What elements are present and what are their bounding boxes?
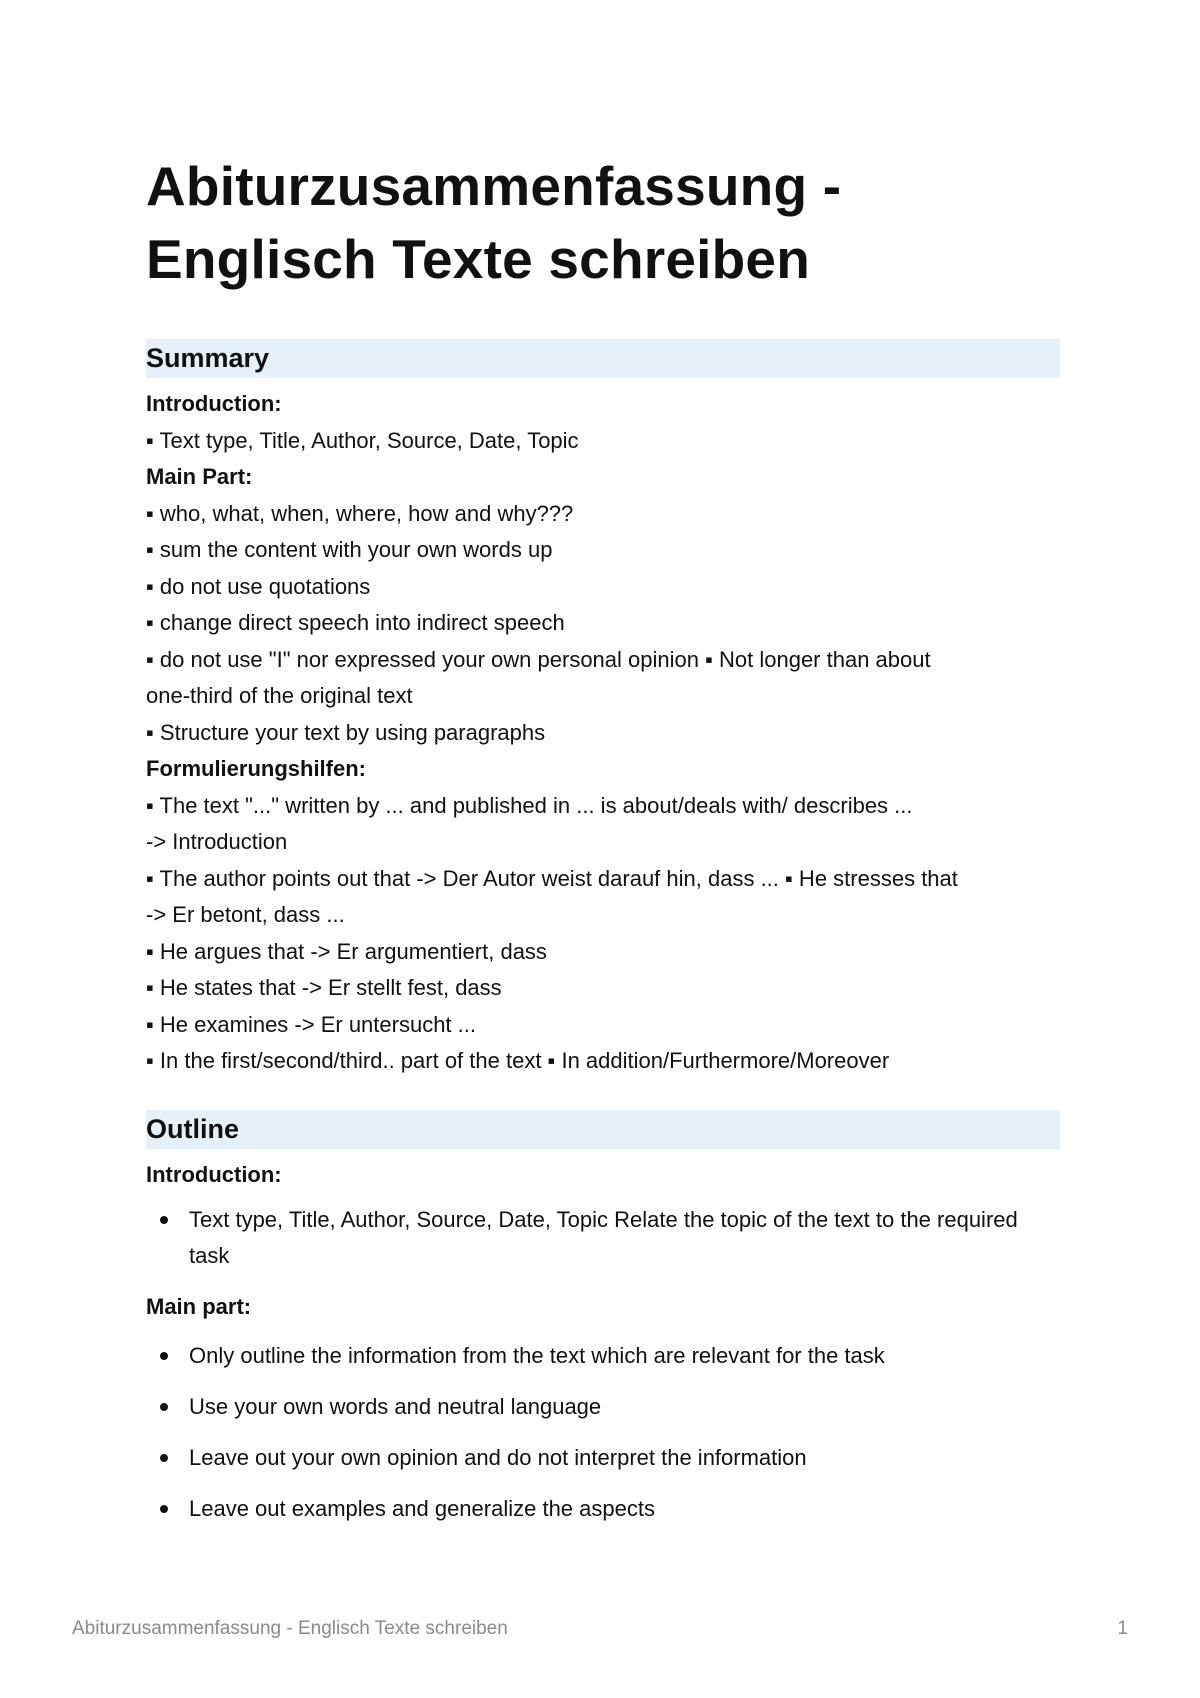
list-item-text: Only outline the information from the text which are relevant for the task — [189, 1342, 885, 1368]
list-item — [146, 1440, 1060, 1476]
summary-line: ▪ He argues that -> Er argumentiert, dass — [146, 938, 547, 964]
summary-heading: Summary — [146, 339, 1060, 378]
outline-main-list — [146, 1338, 1060, 1527]
summary-line: ▪ change direct speech into indirect speech — [146, 610, 565, 635]
summary-line: ▪ The author points out that -> Der Autor weist darauf hin, dass ... ▪ He stresses that — [146, 865, 958, 891]
list-item — [146, 1202, 1060, 1274]
summary-line: ▪ who, what, when, where, how and why??? — [146, 500, 574, 526]
page-number: 1 — [1117, 1618, 1128, 1639]
list-item — [146, 1389, 1060, 1425]
summary-line: ▪ In the first/second/third.. part of the text ▪ In addition/Furthermore/Moreover — [146, 1048, 890, 1073]
summary-line: ▪ The text "..." written by ... and published in ... is about/deals with/ describes ... — [146, 792, 913, 818]
list-item — [146, 1491, 1060, 1527]
outline-intro-list — [146, 1202, 1060, 1274]
summary-subheading: Formulierungshilfen: — [146, 756, 366, 781]
bullet-icon — [160, 1505, 168, 1513]
bullet-icon — [160, 1454, 168, 1462]
page-footer — [72, 1618, 1128, 1640]
summary-line: ▪ Structure your text by using paragraphs — [146, 719, 546, 745]
list-item-text: Leave out your own opinion and do not interpret the information — [189, 1444, 807, 1470]
summary-line: ▪ sum the content with your own words up — [146, 537, 553, 562]
list-item — [146, 1338, 1060, 1374]
page-content — [146, 150, 1060, 1542]
summary-line: ▪ He states that -> Er stellt fest, dass — [146, 975, 502, 1000]
summary-line: ▪ do not use "I" nor expressed your own personal opinion ▪ Not longer than about — [146, 646, 931, 672]
summary-subheading: Introduction: — [146, 391, 282, 416]
summary-line: -> Introduction — [146, 829, 288, 854]
document-title — [146, 150, 1060, 296]
title-line-1: Abiturzusammenfassung - — [146, 155, 842, 217]
summary-line: -> Er betont, dass ... — [146, 902, 345, 927]
summary-subheading: Main Part: — [146, 464, 253, 489]
summary-body — [146, 386, 1060, 1080]
list-item-text: Text type, Title, Author, Source, Date, Topic Relate the topic of the text to the required task — [189, 1206, 1018, 1268]
summary-line: ▪ Text type, Title, Author, Source, Date, Topic — [146, 427, 579, 453]
title-line-2: Englisch Texte schreiben — [146, 228, 810, 290]
outline-main-label: Main part: — [146, 1293, 252, 1319]
summary-line: ▪ do not use quotations — [146, 573, 371, 599]
summary-line: ▪ He examines -> Er untersucht ... — [146, 1011, 476, 1037]
bullet-icon — [160, 1216, 168, 1224]
outline-intro-label: Introduction: — [146, 1161, 282, 1187]
bullet-icon — [160, 1403, 168, 1411]
bullet-icon — [160, 1352, 168, 1360]
summary-line: one-third of the original text — [146, 683, 413, 708]
list-item-text: Leave out examples and generalize the aspects — [189, 1495, 655, 1521]
footer-title: Abiturzusammenfassung - Englisch Texte schreiben — [72, 1618, 508, 1639]
list-item-text: Use your own words and neutral language — [189, 1393, 602, 1419]
outline-heading: Outline — [146, 1110, 1060, 1149]
